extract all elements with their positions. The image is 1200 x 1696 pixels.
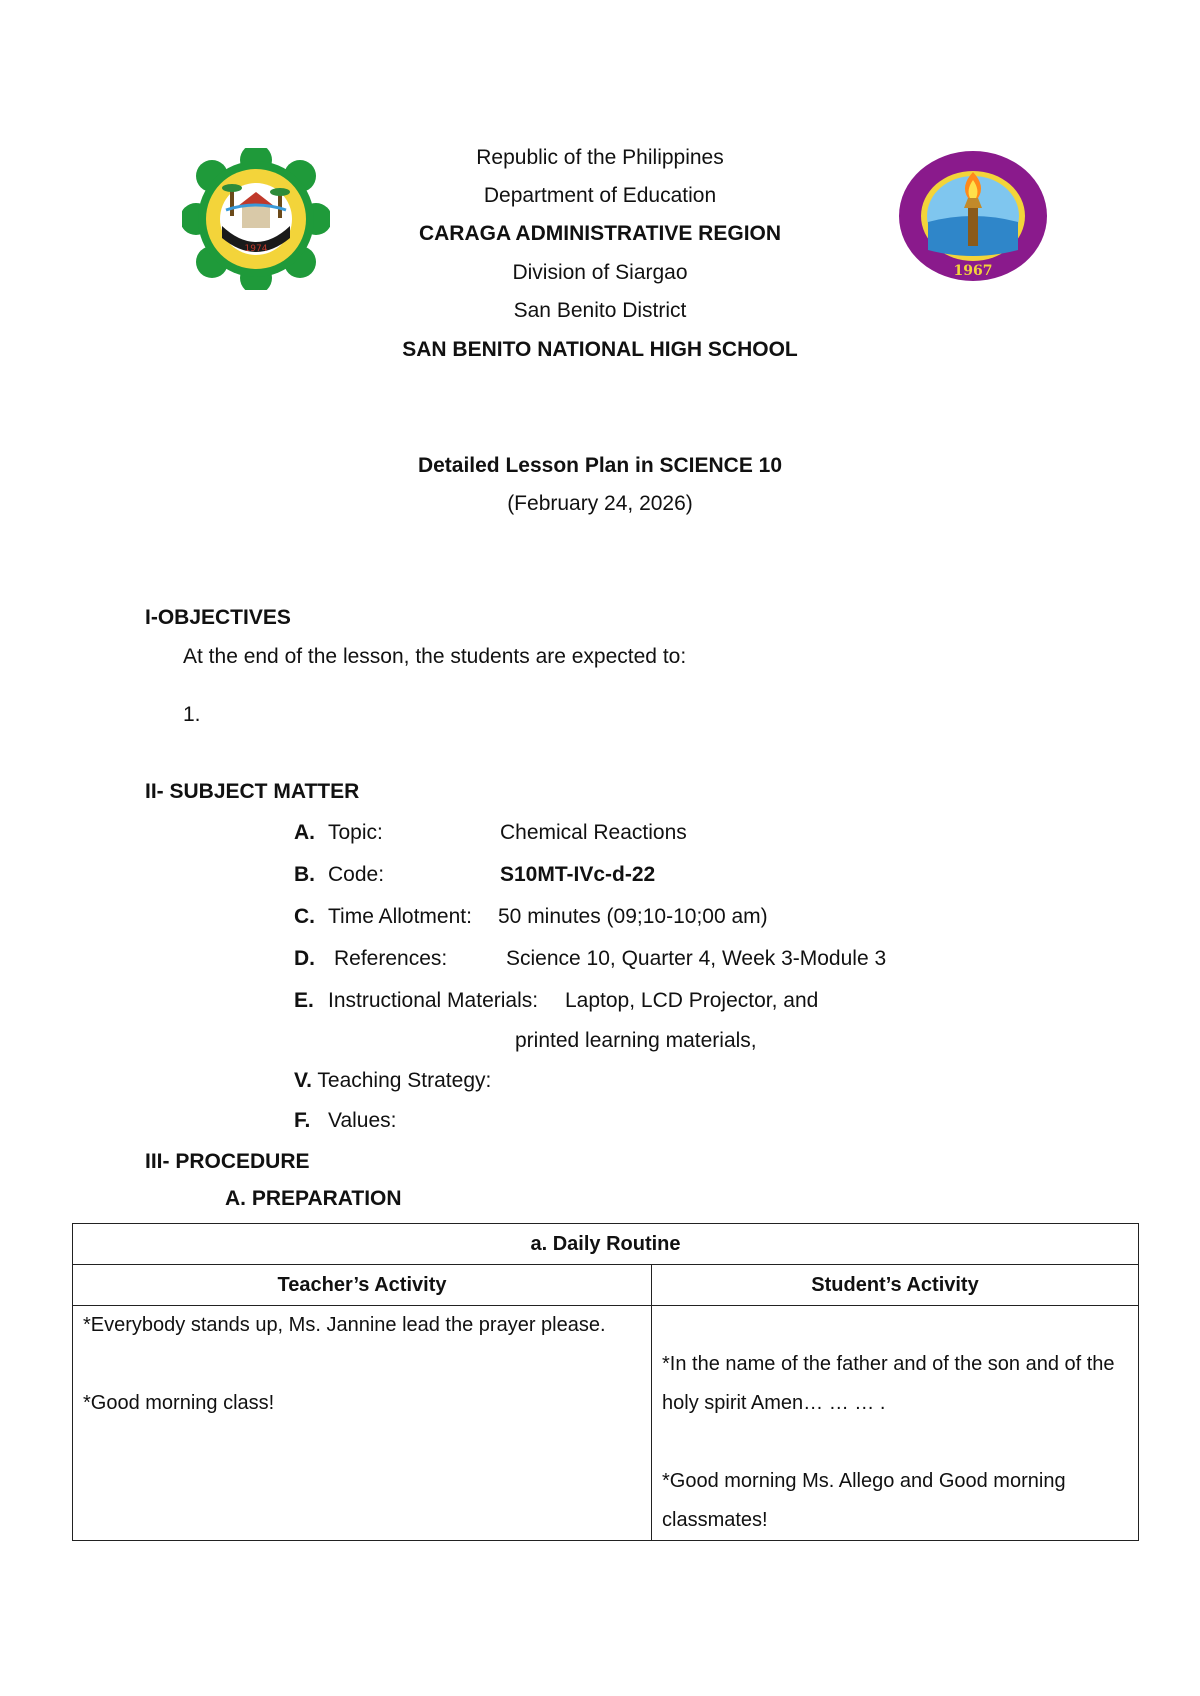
svg-text:1967: 1967 — [953, 263, 993, 279]
student-activity-line: *Good morning Ms. Allego and Good morning classmates! — [662, 1470, 1066, 1531]
teacher-activity-line: *Good morning class! — [83, 1392, 275, 1414]
topic-value: Chemical Reactions — [500, 821, 687, 844]
header-district: San Benito District — [513, 299, 687, 322]
subject-item-time-allotment — [294, 905, 472, 929]
item-label: Time Allotment: — [328, 905, 472, 928]
student-activity-header: Student’s Activity — [652, 1265, 1139, 1306]
item-letter: B. — [294, 863, 315, 886]
objectives-intro: At the end of the lesson, the students are expected to: — [183, 645, 687, 668]
item-label: Teaching Strategy: — [317, 1069, 492, 1092]
item-letter: C. — [294, 905, 315, 928]
header-department: Department of Education — [483, 184, 717, 207]
item-letter: E. — [294, 989, 314, 1012]
item-letter: A. — [294, 821, 315, 844]
code-value: S10MT-IVc-d-22 — [500, 863, 656, 886]
daily-routine-table — [72, 1223, 1139, 1541]
teacher-activity-cell — [73, 1306, 652, 1541]
header-republic: Republic of the Philippines — [476, 146, 724, 169]
item-label: Instructional Materials: — [328, 989, 539, 1012]
time-allotment-value: 50 minutes (09;10-10;00 am) — [498, 905, 768, 928]
instructional-materials-value: Laptop, LCD Projector, and — [565, 989, 819, 1012]
instructional-materials-value-cont: printed learning materials, — [515, 1029, 757, 1052]
procedure-heading: III- PROCEDURE — [145, 1150, 310, 1173]
subject-item-references — [294, 947, 447, 971]
lesson-plan-date: (February 24, 2026) — [507, 492, 693, 515]
item-label: Topic: — [328, 821, 383, 844]
lesson-plan-title: Detailed Lesson Plan in SCIENCE 10 — [417, 454, 783, 477]
student-activity-line: *In the name of the father and of the son and of the holy spirit Amen… … … . — [662, 1353, 1115, 1414]
item-letter: D. — [294, 947, 315, 970]
references-value: Science 10, Quarter 4, Week 3-Module 3 — [506, 947, 887, 970]
item-letter: F. — [294, 1109, 311, 1132]
item-label: Code: — [328, 863, 385, 886]
item-label: Values: — [328, 1109, 397, 1132]
header-division: Division of Siargao — [512, 261, 688, 284]
preparation-heading: A. PREPARATION — [225, 1187, 402, 1210]
teacher-activity-header: Teacher’s Activity — [73, 1265, 652, 1306]
header-school-name: SAN BENITO NATIONAL HIGH SCHOOL — [402, 338, 798, 361]
header-region: CARAGA ADMINISTRATIVE REGION — [418, 222, 782, 245]
student-activity-cell — [652, 1306, 1139, 1541]
objective-item: 1. — [183, 703, 201, 726]
subject-matter-heading: II- SUBJECT MATTER — [145, 780, 360, 803]
subject-item-topic — [294, 821, 383, 845]
subject-item-values — [294, 1109, 397, 1133]
teacher-activity-line: *Everybody stands up, Ms. Jannine lead the prayer please. — [83, 1314, 606, 1336]
item-letter: V. — [294, 1069, 312, 1092]
subject-item-teaching-strategy — [294, 1069, 491, 1093]
subject-item-instructional-materials — [294, 989, 538, 1013]
subject-item-code — [294, 863, 384, 887]
item-label: References: — [334, 947, 448, 970]
table-title: a. Daily Routine — [73, 1224, 1139, 1265]
objectives-heading: I-OBJECTIVES — [145, 606, 291, 629]
svg-text:1974: 1974 — [244, 244, 268, 254]
